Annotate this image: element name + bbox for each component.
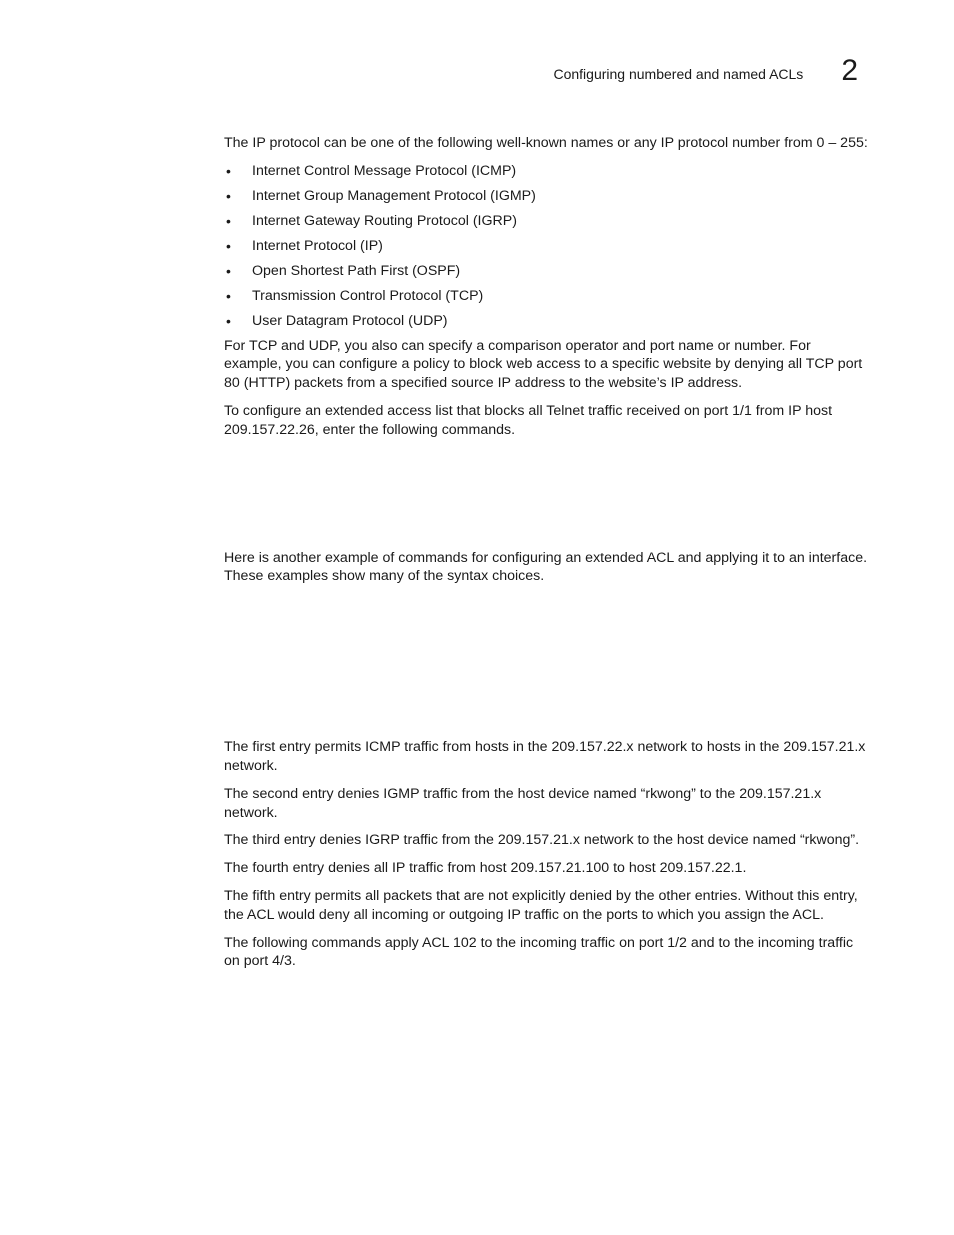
list-item	[224, 187, 870, 206]
page-body	[224, 134, 870, 980]
list-item-text: User Datagram Protocol (UDP)	[252, 312, 448, 329]
third-entry-paragraph: The third entry denies IGRP traffic from the 209.157.21.x network to the host device named “rkwong”.	[224, 832, 860, 849]
page-header	[553, 56, 858, 86]
second-entry-paragraph: The second entry denies IGMP traffic from the host device named “rkwong” to the 209.157.21.x network.	[224, 785, 822, 821]
first-entry-paragraph: The first entry permits ICMP traffic from hosts in the 209.157.22.x network to hosts in the 209.157.21.x network.	[224, 739, 866, 775]
list-item-text: Internet Control Message Protocol (ICMP)	[252, 162, 517, 179]
telnet-paragraph: To configure an extended access list that blocks all Telnet traffic received on port 1/1 from IP host 209.157.22.26, enter the following commands.	[224, 403, 833, 438]
command-example-space	[224, 595, 870, 738]
list-item	[224, 237, 870, 256]
following-commands-paragraph: The following commands apply ACL 102 to the incoming traffic on port 1/2 and to the incoming traffic on port 4/3.	[224, 934, 854, 970]
list-item-text: Open Shortest Path First (OSPF)	[252, 262, 461, 279]
bullet-icon: •	[226, 237, 231, 254]
protocol-list	[224, 162, 870, 331]
another-example-paragraph: Here is another example of commands for configuring an extended ACL and applying it to an interface. These examples show many of the syntax choices.	[224, 549, 868, 585]
section-title: Configuring numbered and named ACLs	[553, 66, 804, 82]
command-example-space	[224, 449, 870, 549]
bullet-icon: •	[226, 187, 231, 204]
bullet-icon: •	[226, 312, 231, 329]
list-item-text: Internet Protocol (IP)	[252, 237, 383, 254]
fourth-entry-paragraph: The fourth entry denies all IP traffic from host 209.157.21.100 to host 209.157.22.1.	[224, 860, 747, 877]
list-item-text: Internet Group Management Protocol (IGMP)	[252, 187, 536, 204]
list-item	[224, 312, 870, 331]
intro-paragraph: The IP protocol can be one of the following well-known names or any IP protocol number from 0 – 255:	[224, 135, 868, 151]
list-item	[224, 162, 870, 181]
tcp-udp-paragraph: For TCP and UDP, you also can specify a comparison operator and port name or number. For example, you can configure a policy to block web access to a specific website by denying all TCP port 80 (HTTP) packets from a specified source IP address to the website’s IP address.	[224, 337, 863, 392]
bullet-icon: •	[226, 162, 231, 179]
list-item-text: Transmission Control Protocol (TCP)	[252, 287, 484, 304]
chapter-number: 2	[841, 54, 858, 87]
bullet-icon: •	[226, 287, 231, 304]
bullet-icon: •	[226, 212, 231, 229]
bullet-icon: •	[226, 262, 231, 279]
list-item	[224, 212, 870, 231]
fifth-entry-paragraph: The fifth entry permits all packets that are not explicitly denied by the other entries. Without this entry, the ACL would deny all incoming or outgoing IP traffic on the ports to which you assign the ACL.	[224, 888, 858, 923]
list-item	[224, 287, 870, 306]
list-item-text: Internet Gateway Routing Protocol (IGRP)	[252, 212, 517, 229]
list-item	[224, 262, 870, 281]
